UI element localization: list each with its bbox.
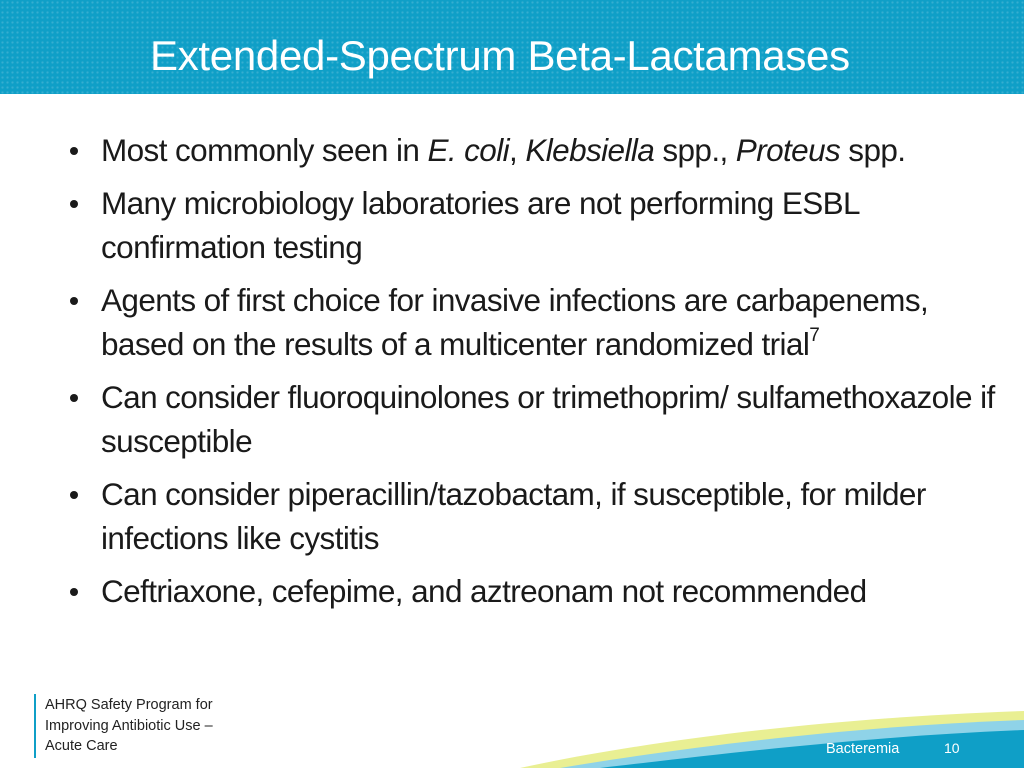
bullet-text: Can consider fluoroquinolones or trimethoprim/ sulfamethoxazole if susceptible xyxy=(101,379,995,459)
bullet-text: Klebsiella xyxy=(525,132,655,168)
bullet-text: spp. xyxy=(840,132,906,168)
bullet-text: Many microbiology laboratories are not performing ESBL confirmation testing xyxy=(101,185,859,265)
bullet-text: spp., xyxy=(654,132,736,168)
footer-section-label: Bacteremia xyxy=(826,741,900,757)
bullet-text: Can consider piperacillin/tazobactam, if susceptible, for milder infections like cystitis xyxy=(101,476,926,556)
footer-org-line: Improving Antibiotic Use – xyxy=(45,717,213,734)
bullet-text: , xyxy=(509,132,526,168)
footer-org-line: AHRQ Safety Program for xyxy=(45,697,213,713)
footer-org-line: Acute Care xyxy=(45,738,118,754)
slide-title: Extended-Spectrum Beta-Lactamases xyxy=(150,32,850,79)
bullet-text: E. coli xyxy=(427,132,510,168)
bullet-text: Agents of first choice for invasive infections are carbapenems, based on the results of a multicenter randomized trial xyxy=(101,282,929,362)
bullet-text: Ceftriaxone, cefepime, and aztreonam not recommended xyxy=(101,573,867,609)
bullet-text: Proteus xyxy=(735,132,841,168)
citation-superscript: 7 xyxy=(809,325,820,346)
page-number: 10 xyxy=(944,740,960,756)
bullet-text: Most commonly seen in xyxy=(101,132,428,168)
